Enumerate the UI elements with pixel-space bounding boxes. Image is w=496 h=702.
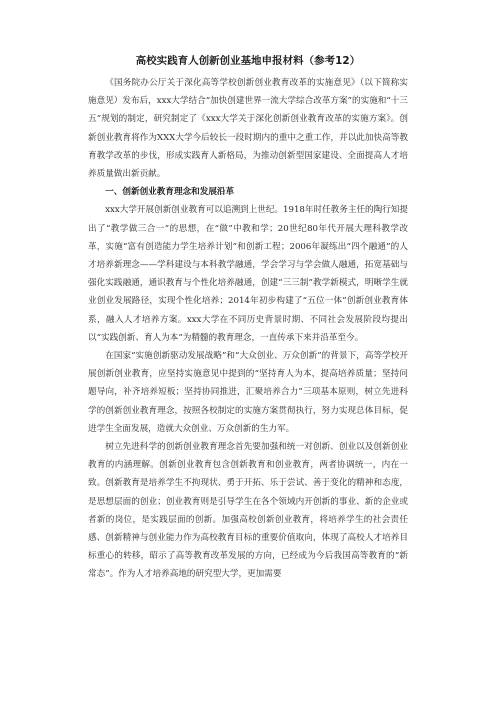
paragraph-intro: 《国务院办公厅关于深化高等学校创新创业教育改革的实施意见》（以下简称实施意见）发布后，xxx大学结合“加快创建世界一流大学综合改革方案”的实施和“十三五”规划的制定，研究制定了《xxx大学关于深化创新创业教育改革的实施方案》。创新创业教育将作为XXX大学今后较长一段时期内的重中之重工作，并以此加快高等教育教学改革的步伐，形成实践育人新格局，为推动创新型国家建设、全面提高人才培养质量做出新贡献。 bbox=[88, 78, 408, 180]
paragraph-history: xxx大学开展创新创业教育可以追溯到上世纪。1918年时任教务主任的陶行知提出了“教学做三合一”的思想，在“做”中教和学；20世纪80年代开展大理科教学改革，实施“富有创造能力学生培养计划”和创新工程；2006年凝练出“四个融通”的人才培养新理念——学科建设与本科教学融通，学会学习与学会做人融通，拓宽基础与强化实践融通，通识教育与个性化培养融通，创建“三三制”教学新模式，明晰学生就业创业发展路径，实现个性化培养；2014年初步构建了“五位一体”创新创业教育体系，融入人才培养方案。xxx大学在不同历史背景时期、不同社会发展阶段均提出以“实践创新、育人为本”为精髓的教育理念，一直传承下来并沿革至今。 bbox=[88, 205, 409, 343]
section-heading-1: 一、创新创业教育理念和发展沿革 bbox=[105, 187, 235, 198]
paragraph-concept: 树立先进科学的创新创业教育理念首先要加强和统一对创新、创业以及创新创业教育的内涵理解。创新创业教育包含创新教育和创业教育，两者协调统一，内在一致。创新教育是培养学生不拘现状、勇于开拓、乐于尝试、善于变化的精神和态度，是思想层面的创业；创业教育则是引导学生在各个领域内开创新的事业、新的企业或者新的岗位，是实践层面的创新。加强高校创新创业教育，将培养学生的社会责任感、创新精神与创业能力作为高校教育目标的重要价值取向，体现了高校人才培养目标重心的转移，昭示了高等教育改革发展的方向，已经成为今后我国高等教育的“新常态”。作为人才培养高地的研究型大学，更加需要 bbox=[88, 442, 408, 580]
paragraph-principles: 在国家“实施创新驱动发展战略”和“大众创业、万众创新”的背景下，高等学校开展创新创业教育，应坚持实施意见中提到的“坚持育人为本，提高培养质量；坚持问题导向，补齐培养短板；坚持协同推进，汇聚培养合力”三项基本原则，树立先进科学的创新创业教育理念，按照各校制定的实施方案贯彻执行，努力实现总体目标，促进学生全面发展，造就大众创业、万众创新的生力军。 bbox=[88, 351, 408, 434]
document-title: 高校实践育人创新创业基地申报材料（参考12） bbox=[135, 55, 361, 67]
